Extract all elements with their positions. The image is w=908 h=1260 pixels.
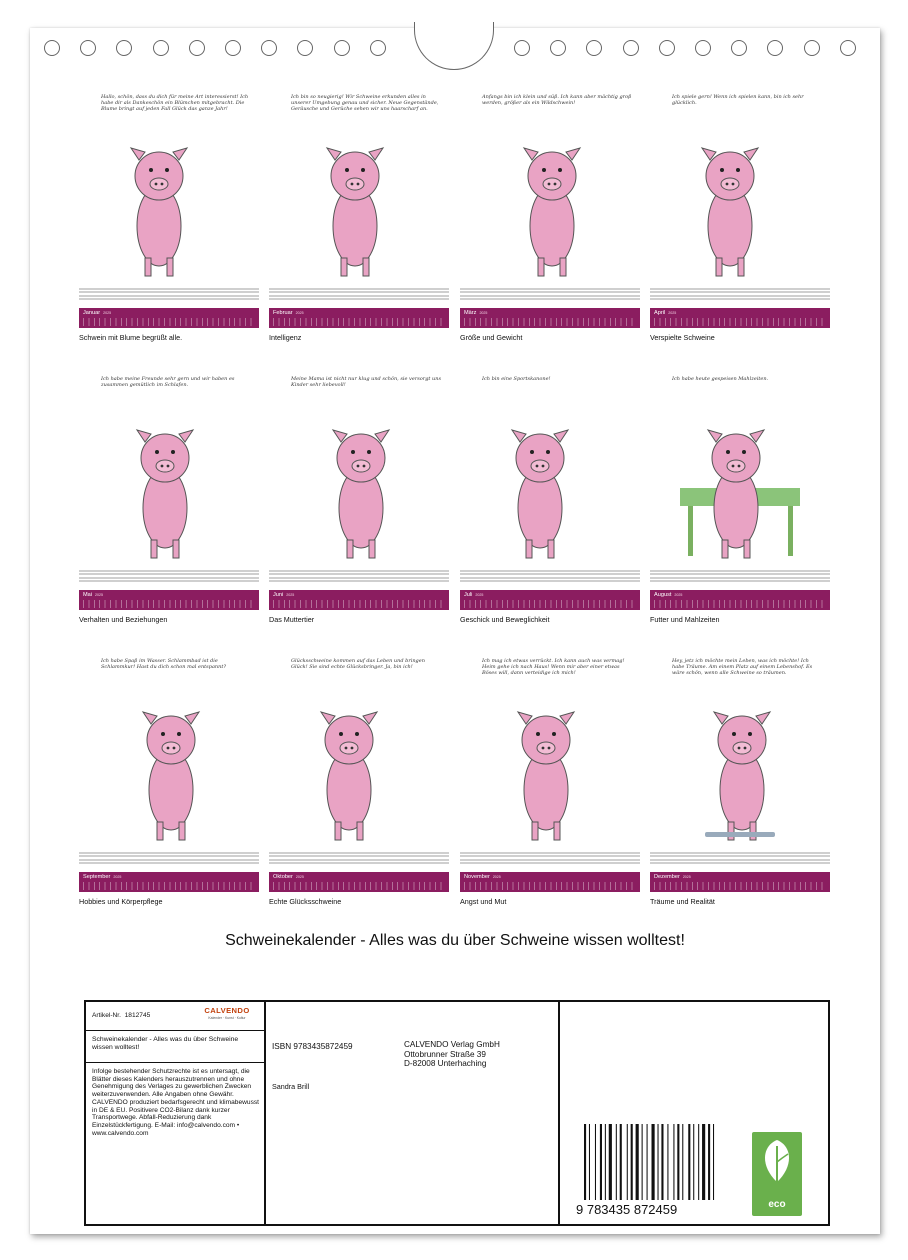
day-grid [464,600,636,608]
calvendo-logo: CALVENDO Kalender · Kunst · Kultur [204,1006,250,1020]
month-description [650,568,830,590]
pig-illustration-icon [269,86,449,286]
month-name: April [654,310,666,316]
publisher-address: CALVENDO Verlag GmbH Ottobrunner Straße 39 D-82008 Unterhaching [404,1040,500,1069]
month-description [650,850,830,872]
day-grid [654,882,826,890]
pig-illustration-icon [269,368,449,568]
day-grid [464,318,636,326]
month-caption: Träume und Realität [650,897,715,906]
month-caption: Das Muttertier [269,615,315,624]
month-bar [269,590,449,610]
pig-illustration-icon [460,368,640,568]
binding-ring [80,40,96,56]
month-page-juli [460,368,640,630]
binding-ring [44,40,60,56]
month-caption: Verspielte Schweine [650,333,715,342]
handwritten-note: Hallo, schön, dass du dich für meine Art interessierst! Ich habe dir als Dankeschön ein Blümchen mitgebracht. Die Blume bringt auf jeden Fall Glück das ganze Jahr! [101,94,249,112]
month-name: Juli [464,592,473,598]
day-grid [83,318,255,326]
month-name: Oktober [273,874,293,880]
binding-ring [189,40,205,56]
month-description [79,568,259,590]
day-grid [83,882,255,890]
month-year: 2025 [479,311,488,315]
pig-illustration-icon [460,86,640,286]
calendar-sheet [30,28,880,1234]
day-grid [273,318,445,326]
handwritten-note: Anfangs bin ich klein und süß. Ich kann aber mächtig groß werden, größer als ein Wildschwein! [482,94,632,106]
pig-illustration-icon [79,650,259,850]
month-caption: Größe und Gewicht [460,333,523,342]
month-page-april [650,86,830,348]
month-bar [79,590,259,610]
isbn: ISBN 9783435872459 [272,1042,353,1051]
month-year: 2025 [492,875,501,879]
pig-illustration-icon [79,368,259,568]
month-name: Januar [83,310,101,316]
month-bar [79,308,259,328]
month-description [460,286,640,308]
month-description [460,568,640,590]
month-year: 2025 [682,875,691,879]
binding-ring [334,40,350,56]
month-name: August [654,592,672,598]
binding-rings [30,28,880,76]
binding-ring [116,40,132,56]
binding-ring [659,40,675,56]
month-year: 2025 [674,593,683,597]
month-bar [269,872,449,892]
pig-illustration-icon [269,650,449,850]
eco-badge [752,1132,802,1216]
handwritten-note: Ich habe meine Freunde sehr gern und wir haben es zusammen gemütlich im Schlafen. [101,376,235,388]
month-page-juni [269,368,449,630]
binding-ring [550,40,566,56]
legal-text: Infolge bestehender Schutzrechte ist es untersagt, die Blätter dieses Kalenders herauszutrennen und ohne Genehmigung des Verlages zu gewerblichen Zwecken weiterzuverwenden. Alle Angaben ohne Gewähr. CALVENDO produziert bedarfsgerecht und klimabewusst in DE & EU. Positivere CO2-Bilanz dank kurzer Transportwege. Abfall-Reduzierung dank Einzelstückfertigung. E-Mail: info@calvendo.com • www.calvendo.com [92,1068,259,1137]
binding-ring [586,40,602,56]
binding-ring [623,40,639,56]
month-description [269,568,449,590]
binding-ring [767,40,783,56]
month-caption: Schwein mit Blume begrüßt alle. [79,333,183,342]
month-caption: Verhalten und Beziehungen [79,615,168,624]
month-bar [79,872,259,892]
month-year: 2025 [286,593,295,597]
binding-ring [840,40,856,56]
info-column-left [86,1002,266,1224]
binding-ring [261,40,277,56]
binding-ring [731,40,747,56]
month-name: September [83,874,111,880]
pig-illustration-icon [650,368,830,568]
month-bar [650,872,830,892]
month-caption: Hobbies und Körperpflege [79,897,163,906]
day-grid [654,600,826,608]
product-info-box [84,1000,830,1226]
month-caption: Echte Glücksschweine [269,897,342,906]
author: Sandra Brill [272,1082,310,1091]
month-name: Dezember [654,874,680,880]
day-grid [464,882,636,890]
day-grid [654,318,826,326]
month-page-dezember [650,650,830,912]
month-name: März [464,310,477,316]
month-year: 2025 [295,311,304,315]
handwritten-note: Hey, jetz ich möchte mein Leben, was ich möchte! Ich habe Träume. Am einem Platz auf einem Lebenshof. Es wäre schön, wenn alle Schweine so träumen. [672,658,813,676]
month-name: Juni [273,592,284,598]
article-number: Artikel-Nr. 1812745 [92,1012,151,1019]
month-page-februar [269,86,449,348]
month-description [650,286,830,308]
product-title: Schweinekalender - Alles was du über Schweine wissen wolltest! [92,1036,239,1051]
barcode-icon [570,1122,720,1218]
month-description [79,286,259,308]
eco-label: eco [768,1199,786,1210]
month-name: Mai [83,592,93,598]
handwritten-note: Meine Mama ist nicht nur klug und schön, sie versorgt uns Kinder sehr liebevoll! [291,376,442,388]
hanger-hook [414,22,494,70]
month-name: Februar [273,310,293,316]
month-description [460,850,640,872]
binding-ring [804,40,820,56]
day-grid [83,600,255,608]
month-caption: Geschick und Beweglichkeit [460,615,550,624]
month-page-märz [460,86,640,348]
month-bar [650,590,830,610]
binding-ring [153,40,169,56]
month-year: 2025 [475,593,484,597]
month-description [269,850,449,872]
month-bar [650,308,830,328]
divider [86,1062,264,1063]
month-caption: Futter und Mahlzeiten [650,615,720,624]
month-description [269,286,449,308]
pig-illustration-icon [650,650,830,850]
pig-illustration-icon [650,86,830,286]
month-year: 2025 [668,311,677,315]
day-grid [273,600,445,608]
handwritten-note: Ich bin eine Sportskanone! [482,376,551,382]
month-name: November [464,874,490,880]
handwritten-note: Ich bin so neugierig! Wir Schweine erkunden alles in unserer Umgebung genau und sicher. Neue Gegenstände, Geräusche und Gerüche sehen wir uns haarscharf an. [291,94,439,112]
month-page-januar [79,86,259,348]
month-year: 2025 [95,593,104,597]
barcode-digits: 9 783435 872459 [576,1202,678,1217]
binding-ring [225,40,241,56]
binding-ring [370,40,386,56]
month-bar [460,590,640,610]
day-grid [273,882,445,890]
month-page-september [79,650,259,912]
month-caption: Intelligenz [269,333,302,342]
info-column-middle [266,1002,560,1224]
info-column-right [560,1002,830,1224]
divider [86,1030,264,1031]
month-bar [269,308,449,328]
pig-illustration-icon [79,86,259,286]
handwritten-note: Ich habe Spaß im Wasser. Schlammbad ist die Schlammkur! Hast du dich schon mal entspannt? [101,658,227,670]
month-description [79,850,259,872]
month-caption: Angst und Mut [460,897,507,906]
month-page-november [460,650,640,912]
month-year: 2025 [113,875,122,879]
calendar-title: Schweinekalender - Alles was du über Schweine wissen wolltest! [225,932,685,949]
month-page-mai [79,368,259,630]
leaf-icon [752,1132,802,1192]
handwritten-note: Ich mag ich etwas verrückt. Ich kann auch was vermag! Heim gehe ich nach Haus! Wenn mir aber einer etwas Böses will, dann verteidige ich mich! [482,658,625,676]
handwritten-note: Ich habe heute gespeisen Mahlzeiten. [672,376,769,382]
month-year: 2025 [103,311,112,315]
month-year: 2025 [295,875,304,879]
month-bar [460,872,640,892]
binding-ring [695,40,711,56]
binding-ring [297,40,313,56]
month-page-oktober [269,650,449,912]
month-bar [460,308,640,328]
month-page-august [650,368,830,630]
handwritten-note: Glücksschweine kommen auf das Leben und bringen Glück! Sie sind echte Glücksbringer. Ja, bin ich! [291,658,425,670]
pig-illustration-icon [460,650,640,850]
binding-ring [514,40,530,56]
handwritten-note: Ich spiele gern! Wenn ich spielen kann, bin ich sehr glücklich. [672,94,804,106]
